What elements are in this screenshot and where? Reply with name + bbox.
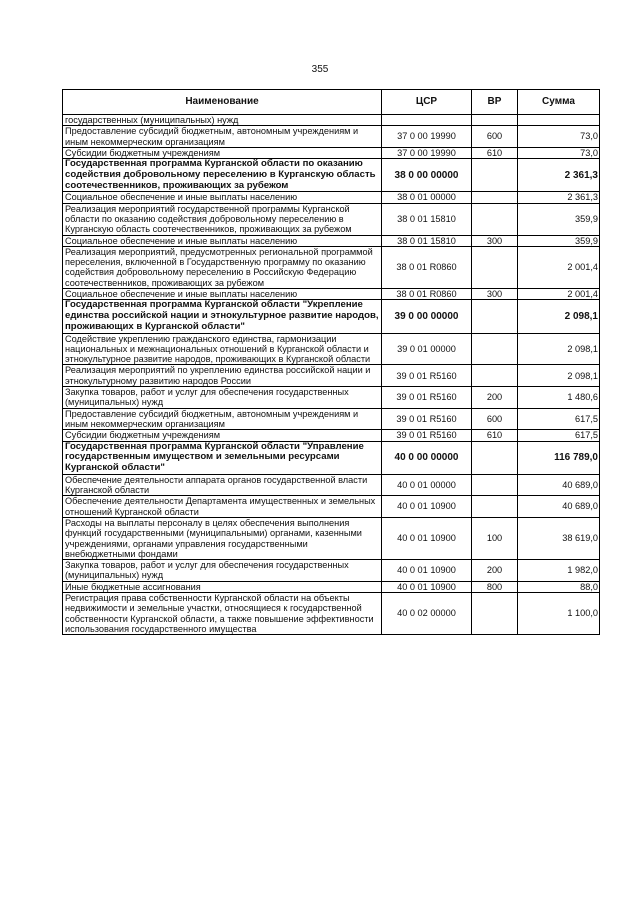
cell-csr: 40 0 02 00000 — [382, 593, 472, 635]
cell-name: Закупка товаров, работ и услуг для обеспечения государственных (муниципальных) нужд — [63, 387, 382, 409]
cell-csr: 38 0 01 R0860 — [382, 246, 472, 288]
cell-csr: 37 0 00 19990 — [382, 126, 472, 148]
cell-sum: 116 789,0 — [518, 441, 600, 474]
table-row — [63, 430, 600, 441]
table-row — [63, 560, 600, 582]
cell-vr — [472, 159, 518, 192]
cell-csr: 39 0 00 00000 — [382, 300, 472, 333]
cell-csr: 38 0 01 R0860 — [382, 289, 472, 300]
cell-vr: 300 — [472, 235, 518, 246]
cell-name: Реализация мероприятий государственной программы Курганской области по оказанию содействия добровольному переселению в Курганскую область соотечественников, проживающих за рубежом — [63, 203, 382, 235]
table-header-row — [63, 90, 600, 115]
cell-name: Социальное обеспечение и иные выплаты населению — [63, 192, 382, 203]
cell-name: Регистрация права собственности Курганской области на объекты недвижимости и земельные участки, относящиеся к государственной собственности Курганской области, а также повышение эффективности использования государственного имущества — [63, 593, 382, 635]
table-row — [63, 496, 600, 518]
table-row — [63, 126, 600, 148]
table-row — [63, 192, 600, 203]
cell-name: Государственная программа Курганской области "Управление государственным имуществом и земельными ресурсами Курганской области" — [63, 441, 382, 474]
cell-csr: 39 0 01 R5160 — [382, 387, 472, 409]
cell-sum: 2 361,3 — [518, 159, 600, 192]
table-row — [63, 235, 600, 246]
cell-csr: 40 0 01 10900 — [382, 517, 472, 559]
cell-vr — [472, 474, 518, 496]
table-row — [63, 387, 600, 409]
cell-vr — [472, 203, 518, 235]
cell-name: Государственная программа Курганской области "Укрепление единства российской нации и этнокультурное развитие народов, проживающих в Курганской области" — [63, 300, 382, 333]
cell-name: Субсидии бюджетным учреждениям — [63, 147, 382, 158]
cell-name: Реализация мероприятий, предусмотренных региональной программой переселения, включенной в Государственную программу по оказанию содействия добровольному переселению в Российскую Федерацию соотечественников, проживающих за рубежом — [63, 246, 382, 288]
cell-sum: 2 098,1 — [518, 365, 600, 387]
cell-csr: 38 0 01 15810 — [382, 203, 472, 235]
cell-vr: 600 — [472, 126, 518, 148]
cell-sum: 1 100,0 — [518, 593, 600, 635]
cell-vr: 610 — [472, 147, 518, 158]
cell-csr: 39 0 01 R5160 — [382, 430, 472, 441]
cell-vr — [472, 192, 518, 203]
cell-sum — [518, 115, 600, 126]
cell-sum: 73,0 — [518, 126, 600, 148]
cell-sum: 38 619,0 — [518, 517, 600, 559]
cell-vr: 100 — [472, 517, 518, 559]
cell-csr: 40 0 01 00000 — [382, 474, 472, 496]
table-row — [63, 300, 600, 333]
cell-vr — [472, 593, 518, 635]
cell-vr — [472, 246, 518, 288]
cell-sum: 2 001,4 — [518, 246, 600, 288]
cell-name: Субсидии бюджетным учреждениям — [63, 430, 382, 441]
cell-name: Обеспечение деятельности аппарата органов государственной власти Курганской области — [63, 474, 382, 496]
table-row — [63, 159, 600, 192]
cell-vr: 800 — [472, 581, 518, 592]
cell-csr: 40 0 01 10900 — [382, 560, 472, 582]
cell-vr: 610 — [472, 430, 518, 441]
cell-sum: 40 689,0 — [518, 496, 600, 518]
table-row — [63, 147, 600, 158]
cell-vr: 200 — [472, 387, 518, 409]
cell-name: Содействие укреплению гражданского единства, гармонизации национальных и межнациональных отношений в Курганской области и этнокультурное развитие народов, проживающих в Курганской области — [63, 333, 382, 365]
cell-name: государственных (муниципальных) нужд — [63, 115, 382, 126]
table-row — [63, 246, 600, 288]
budget-table — [62, 89, 600, 635]
cell-sum: 617,5 — [518, 408, 600, 430]
cell-sum: 2 361,3 — [518, 192, 600, 203]
cell-sum: 40 689,0 — [518, 474, 600, 496]
cell-name: Иные бюджетные ассигнования — [63, 581, 382, 592]
cell-csr: 37 0 00 19990 — [382, 147, 472, 158]
cell-sum: 1 982,0 — [518, 560, 600, 582]
cell-csr: 40 0 01 10900 — [382, 581, 472, 592]
cell-sum: 2 098,1 — [518, 333, 600, 365]
cell-sum: 2 001,4 — [518, 289, 600, 300]
cell-sum: 1 480,6 — [518, 387, 600, 409]
cell-vr — [472, 365, 518, 387]
cell-csr: 38 0 01 00000 — [382, 192, 472, 203]
cell-name: Государственная программа Курганской области по оказанию содействия добровольному переселению в Курганскую область соотечественников, проживающих за рубежом — [63, 159, 382, 192]
header-sum: Сумма — [518, 90, 600, 115]
table-row — [63, 441, 600, 474]
cell-csr: 40 0 01 10900 — [382, 496, 472, 518]
cell-csr: 38 0 00 00000 — [382, 159, 472, 192]
cell-sum: 359,9 — [518, 203, 600, 235]
cell-vr — [472, 115, 518, 126]
header-vr: ВР — [472, 90, 518, 115]
cell-vr — [472, 333, 518, 365]
table-row — [63, 203, 600, 235]
cell-sum: 88,0 — [518, 581, 600, 592]
cell-name: Предоставление субсидий бюджетным, автономным учреждениям и иным некоммерческим организациям — [63, 126, 382, 148]
cell-vr: 200 — [472, 560, 518, 582]
cell-sum: 359,9 — [518, 235, 600, 246]
table-row — [63, 115, 600, 126]
cell-name: Реализация мероприятий по укреплению единства российской нации и этнокультурному развитию народов России — [63, 365, 382, 387]
cell-vr: 600 — [472, 408, 518, 430]
cell-csr: 39 0 01 00000 — [382, 333, 472, 365]
cell-name: Предоставление субсидий бюджетным, автономным учреждениям и иным некоммерческим организациям — [63, 408, 382, 430]
cell-sum: 617,5 — [518, 430, 600, 441]
cell-csr: 38 0 01 15810 — [382, 235, 472, 246]
cell-sum: 73,0 — [518, 147, 600, 158]
table-row — [63, 581, 600, 592]
header-name: Наименование — [63, 90, 382, 115]
table-row — [63, 333, 600, 365]
cell-sum: 2 098,1 — [518, 300, 600, 333]
table-row — [63, 365, 600, 387]
cell-name: Закупка товаров, работ и услуг для обеспечения государственных (муниципальных) нужд — [63, 560, 382, 582]
table-row — [63, 408, 600, 430]
table-row — [63, 593, 600, 635]
cell-csr — [382, 115, 472, 126]
cell-vr — [472, 441, 518, 474]
cell-csr: 39 0 01 R5160 — [382, 365, 472, 387]
cell-csr: 40 0 00 00000 — [382, 441, 472, 474]
header-csr: ЦСР — [382, 90, 472, 115]
cell-name: Расходы на выплаты персоналу в целях обеспечения выполнения функций государственными (муниципальными) органами, казенными учреждениями, органами управления государственными внебюджетными фондами — [63, 517, 382, 559]
table-row — [63, 474, 600, 496]
cell-name: Социальное обеспечение и иные выплаты населению — [63, 235, 382, 246]
page-number: 355 — [311, 64, 329, 75]
table-row — [63, 289, 600, 300]
cell-name: Социальное обеспечение и иные выплаты населению — [63, 289, 382, 300]
cell-csr: 39 0 01 R5160 — [382, 408, 472, 430]
cell-vr: 300 — [472, 289, 518, 300]
cell-vr — [472, 496, 518, 518]
cell-vr — [472, 300, 518, 333]
cell-name: Обеспечение деятельности Департамента имущественных и земельных отношений Курганской области — [63, 496, 382, 518]
table-row — [63, 517, 600, 559]
